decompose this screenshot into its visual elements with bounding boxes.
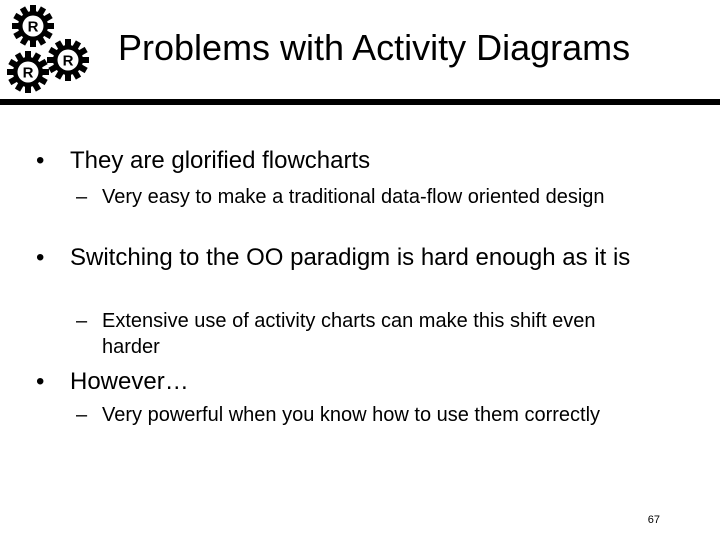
logo-letter: R bbox=[62, 52, 74, 70]
logo-letter: R bbox=[27, 18, 39, 36]
sub-bullet-item bbox=[76, 402, 656, 428]
page-number: 67 bbox=[647, 514, 660, 526]
bullet-text: Switching to the OO paradigm is hard enough as it is bbox=[70, 244, 631, 271]
sub-bullet-item bbox=[76, 184, 656, 210]
bullet-marker: • bbox=[36, 147, 45, 174]
slide-title: Problems with Activity Diagrams bbox=[118, 27, 631, 68]
bullet-item bbox=[36, 367, 696, 397]
sub-bullet-text: Very easy to make a traditional data-flow oriented design bbox=[102, 186, 605, 208]
bullet-item bbox=[36, 243, 696, 273]
bullet-text: However… bbox=[70, 368, 189, 395]
bullet-text: They are glorified flowcharts bbox=[70, 147, 371, 174]
sub-bullet-marker: – bbox=[76, 186, 88, 208]
logo-letter: R bbox=[22, 64, 34, 82]
sub-bullet-marker: – bbox=[76, 310, 88, 332]
bullet-marker: • bbox=[36, 244, 45, 271]
sub-bullet-text: Very powerful when you know how to use them correctly bbox=[102, 404, 601, 426]
bullet-item bbox=[36, 146, 696, 176]
bullet-marker: • bbox=[36, 368, 45, 395]
sub-bullet-marker: – bbox=[76, 404, 88, 426]
sub-bullet-text: Extensive use of activity charts can make this shift even harder bbox=[102, 310, 596, 358]
sub-bullet-item bbox=[76, 308, 656, 360]
